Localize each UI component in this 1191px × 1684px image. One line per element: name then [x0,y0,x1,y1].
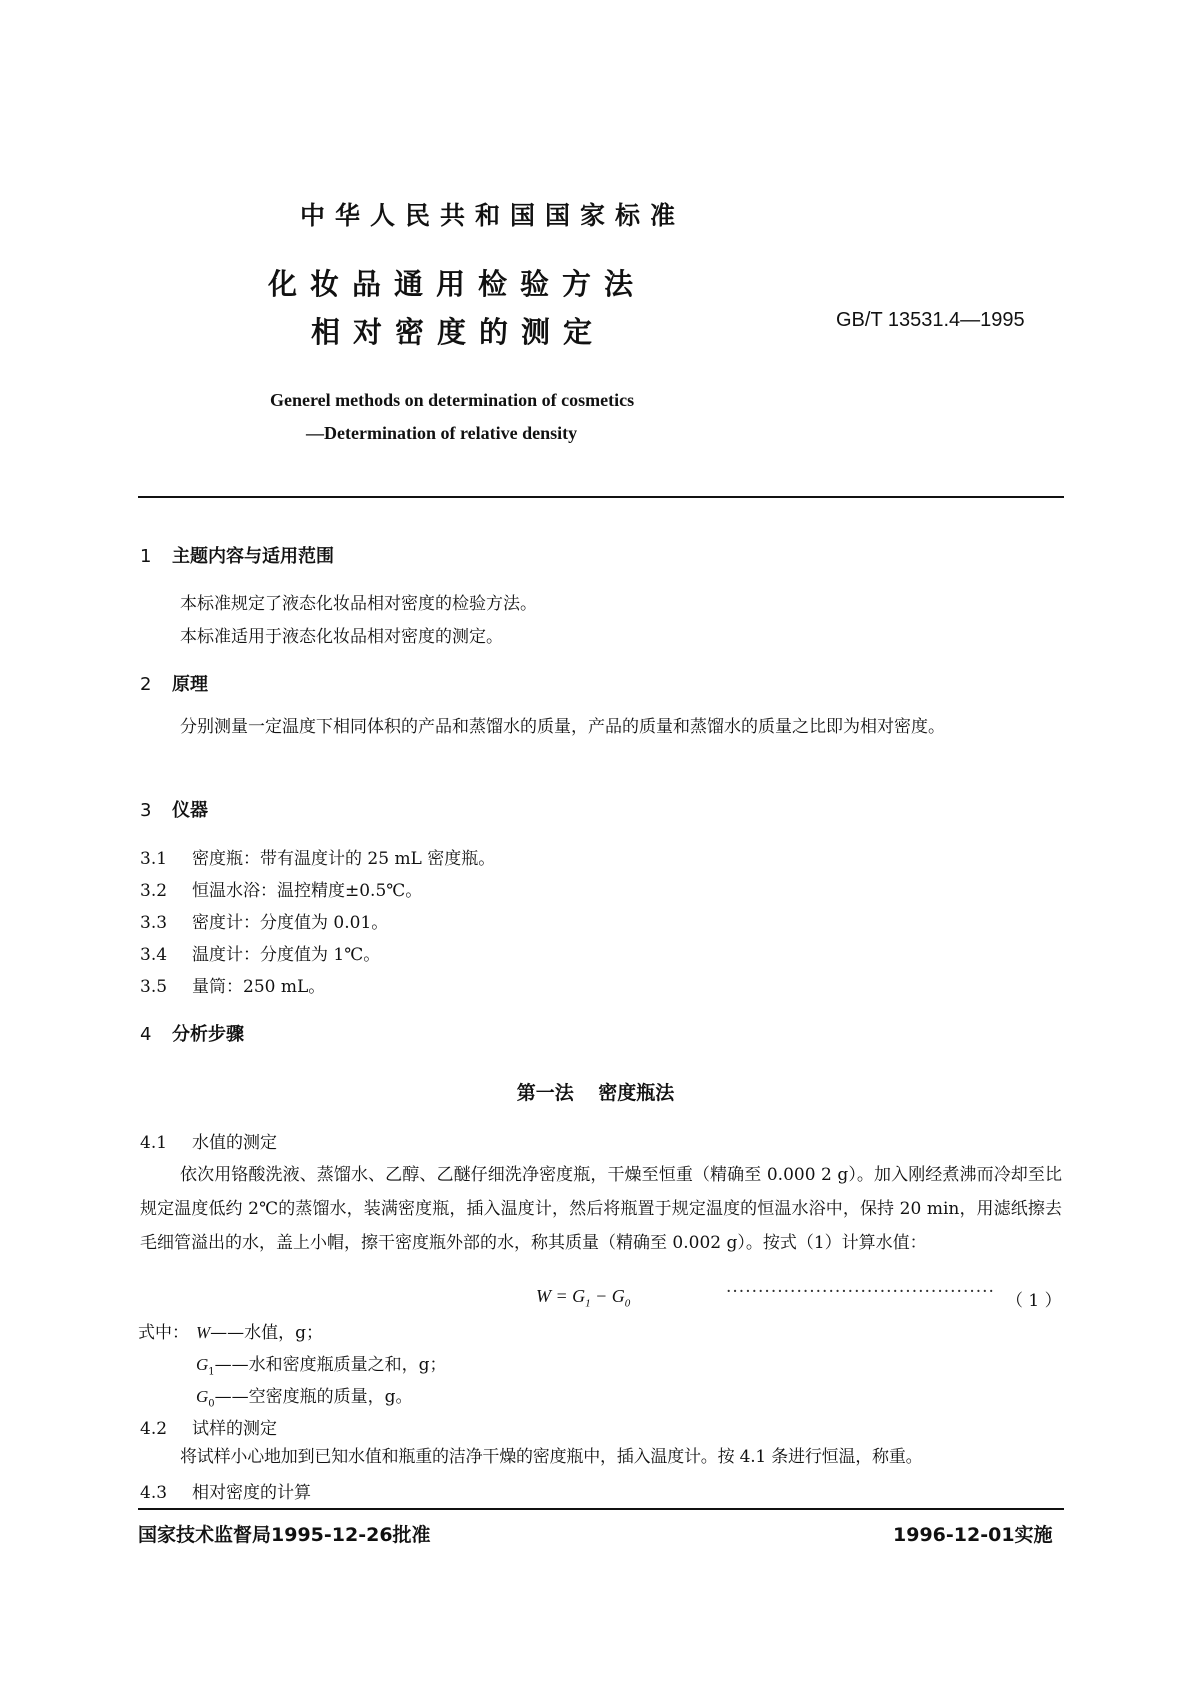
variable-definition [196,1382,413,1409]
section-number: 3 [140,800,152,821]
variable-definition [196,1318,323,1343]
paragraph: 本标准适用于液态化妆品相对密度的测定。 [180,627,503,647]
variable-definition [196,1350,447,1377]
item-text: 密度计：分度值为 0.01。 [192,913,389,933]
instrument-item [140,972,325,997]
formula-part: − G [590,1286,625,1306]
variable-description: ——水值，g； [210,1323,324,1343]
formula-part: W = G [536,1286,586,1306]
subsection-4-2-heading [140,1414,277,1439]
approval-info: 国家技术监督局1995-12-26批准 [138,1524,431,1546]
english-title-line1: Generel methods on determination of cosmetics [270,390,635,410]
instrument-item [140,908,388,933]
variable-subscript: 0 [208,1398,215,1410]
section-1-heading [140,542,334,568]
subsection-number: 4.1 [140,1133,168,1153]
paragraph: 依次用铬酸洗液、蒸馏水、乙醇、乙醚仔细洗净密度瓶，干燥至恒重（精确至 0.000 2 g）。加入刚经煮沸而冷却至比规定温度低约 2℃的蒸馏水，装满密度瓶，插入温度计，然后将瓶置于规定温度的恒温水浴中，保持 20 min，用滤纸擦去毛细管溢出的水，盖上小帽，擦干密度瓶外部的水，称其质量（精确至 0.002 g）。按式（1）计算水值： [140,1165,1062,1253]
variable-symbol: W [196,1323,211,1342]
subsection-number: 4.2 [140,1419,168,1439]
paragraph: 分别测量一定温度下相同体积的产品和蒸馏水的质量，产品的质量和蒸馏水的质量之比即为相对密度。 [180,717,945,737]
document-title-line2: 相对密度的测定 [311,315,606,349]
subsection-4-3-heading [140,1478,311,1503]
instrument-item [140,844,495,869]
subsection-title: 相对密度的计算 [192,1483,311,1503]
variable-symbol: G [196,1387,209,1406]
subsection-title: 试样的测定 [192,1419,277,1439]
section-number: 2 [140,674,152,695]
subsection-title: 水值的测定 [192,1133,277,1153]
variable-description: ——空密度瓶的质量，g。 [214,1387,413,1407]
item-text: 量筒：250 mL。 [192,977,326,997]
formula [536,1286,630,1310]
implementation-date: 1996-12-01实施 [893,1524,1053,1546]
section-number: 1 [140,546,152,567]
document-title-line1: 化妆品通用检验方法 [268,267,647,301]
footer-rule [138,1508,1064,1510]
equation-number: （ 1 ） [1006,1291,1062,1311]
item-text: 温度计：分度值为 1℃。 [192,945,381,965]
where-label: 式中： [138,1323,189,1343]
section-number: 4 [140,1024,152,1045]
section-title: 分析步骤 [172,1024,244,1045]
variable-description: ——水和密度瓶质量之和，g； [214,1355,447,1375]
instrument-item [140,940,380,965]
section-3-heading [140,796,208,822]
section-title: 主题内容与适用范围 [172,546,334,567]
section-title: 原理 [172,674,208,695]
item-number: 3.2 [140,881,168,901]
standard-title: 中华人民共和国国家标准 [300,201,686,230]
formula-subscript: 0 [624,1297,631,1310]
item-text: 密度瓶：带有温度计的 25 mL 密度瓶。 [192,849,496,869]
paragraph: 本标准规定了液态化妆品相对密度的检验方法。 [180,594,537,614]
variable-symbol: G [196,1355,209,1374]
method-heading: 第一法 密度瓶法 [516,1082,675,1104]
section-2-heading [140,670,208,696]
item-number: 3.5 [140,977,168,997]
header-rule [138,496,1064,498]
item-number: 3.1 [140,849,168,869]
paragraph: 将试样小心地加到已知水值和瓶重的洁净干燥的密度瓶中，插入温度计。按 4.1 条进行恒温，称重。 [180,1447,923,1467]
subsection-number: 4.3 [140,1483,168,1503]
item-text: 恒温水浴：温控精度±0.5℃。 [192,881,423,901]
instrument-item [140,876,422,901]
formula-subscript: 1 [585,1297,591,1310]
subsection-4-1-heading [140,1128,277,1153]
section-title: 仪器 [172,800,208,821]
standard-code: GB/T 13531.4—1995 [836,309,1025,331]
variable-subscript: 1 [208,1366,215,1378]
english-title-line2: —Determination of relative density [306,423,578,443]
dot-leader: ·········································· [726,1282,995,1302]
item-number: 3.4 [140,945,168,965]
item-number: 3.3 [140,913,168,933]
section-4-heading [140,1020,244,1046]
